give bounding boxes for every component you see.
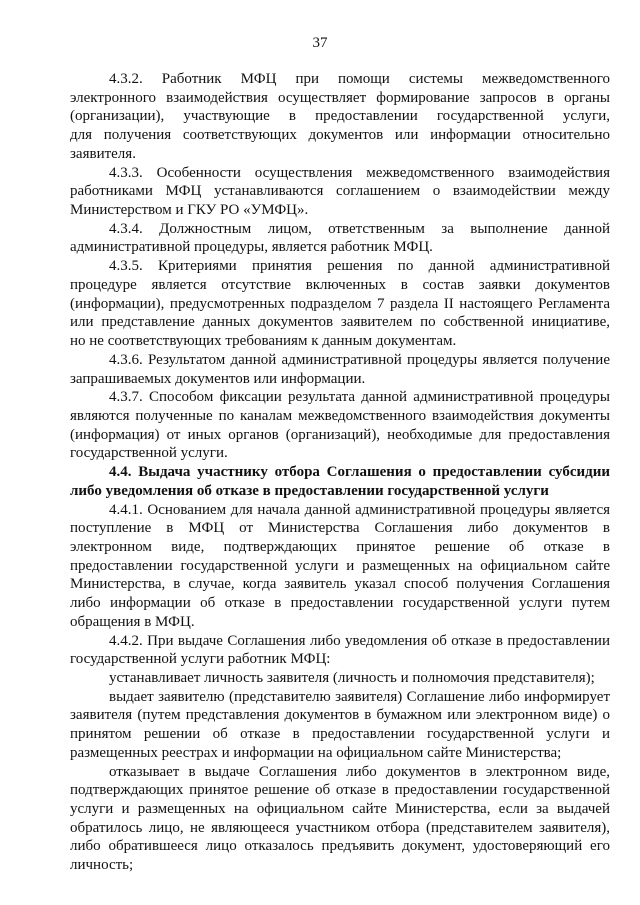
text-line: личность;: [70, 857, 134, 874]
text-line: электронного взаимодействия осуществляет формирование запросов в органы: [70, 89, 610, 106]
text-line: для получения соответствующих документов или информации относительно: [70, 127, 610, 144]
text-line: государственной услуги работник МФЦ:: [70, 651, 331, 668]
text-line: принятом решении об отказе в предоставлении государственной услуги и: [70, 726, 610, 743]
text-line: (информации), предусмотренных подразделом 7 раздела II настоящего Регламента: [70, 295, 610, 312]
text-line: Министерства, в случае, когда заявитель указал способ получения Соглашения: [70, 576, 610, 593]
text-line: 4.3.7. Способом фиксации результата данной административной процедуры: [109, 389, 610, 406]
text-line: государственной услуги.: [70, 445, 228, 462]
text-line: но не соответствующих требованиям к данным документам.: [70, 333, 457, 350]
text-line: размещенных реестрах и информации на официальном сайте Министерства;: [70, 744, 562, 761]
text-line: 4.3.4. Должностным лицом, ответственным за выполнение данной: [109, 220, 610, 237]
text-line: обращения в МФЦ.: [70, 613, 195, 630]
text-line: административной процедуры, является работник МФЦ.: [70, 239, 433, 256]
document-body: [70, 70, 610, 875]
text-line: услуги и размещенных на официальном сайте Министерства, если за выдачей: [70, 801, 610, 818]
text-line: поступление в МФЦ от Министерства Соглашения либо документов в: [70, 520, 610, 537]
text-line: электронном виде, подтверждающих принятое решение об отказе в: [70, 538, 610, 555]
section-heading-line: либо уведомления об отказе в предоставлении государственной услуги: [70, 482, 549, 499]
text-line: отказывает в выдаче Соглашения либо документов в электронном виде,: [109, 763, 610, 780]
text-line: или представление данных документов заявителем по собственной инициативе,: [70, 314, 610, 331]
text-line: 4.4.1. Основанием для начала данной административной процедуры является: [109, 501, 610, 518]
text-line: заявителя.: [70, 145, 136, 162]
text-line: работниками МФЦ устанавливаются соглашением о взаимодействии между: [70, 183, 610, 200]
text-line: Министерством и ГКУ РО «УМФЦ».: [70, 202, 309, 219]
text-line: процедуре является отсутствие включенных в состав заявки документов: [70, 276, 610, 293]
text-line: 4.3.3. Особенности осуществления межведомственного взаимодействия: [109, 164, 610, 181]
text-line: предоставлении государственной услуги и размещенных на официальном сайте: [70, 557, 610, 574]
text-line: заявителя (путем представления документов в бумажном или электронном виде) о: [70, 707, 610, 724]
text-line: 4.4.2. При выдаче Соглашения либо уведомления об отказе в предоставлении: [109, 632, 610, 649]
text-line: обратилось лицо, не являющееся участником отбора (представителем заявителя),: [70, 819, 610, 836]
text-line: выдает заявителю (представителю заявителя) Соглашение либо информирует: [109, 688, 610, 705]
text-line: (организации), участвующие в предоставлении государственной услуги,: [70, 108, 610, 125]
page-number: 37: [312, 35, 328, 51]
text-line: либо информации об отказе в предоставлении государственной услуги путем: [70, 595, 610, 612]
text-line: (информация) от иных органов (организаций), необходимые для предоставления: [70, 426, 610, 443]
text-line: 4.3.5. Критериями принятия решения по данной административной: [109, 258, 610, 275]
section-heading-line: 4.4. Выдача участнику отбора Соглашения о предоставлении субсидии: [109, 464, 610, 481]
text-line: либо обратившееся лицо отказалось предъявить документ, удостоверяющий его: [70, 838, 610, 855]
text-line: 4.3.6. Результатом данной административной процедуры является получение: [109, 351, 610, 368]
text-line: 4.3.2. Работник МФЦ при помощи системы межведомственного: [109, 71, 610, 87]
text-line: являются полученные по каналам межведомственного взаимодействия документы: [70, 407, 610, 424]
text-line: запрашиваемых документов или информации.: [70, 370, 366, 387]
text-line: подтверждающих принятое решение об отказе в предоставлении государственной: [70, 782, 610, 799]
text-line: устанавливает личность заявителя (личность и полномочия представителя);: [109, 670, 595, 686]
